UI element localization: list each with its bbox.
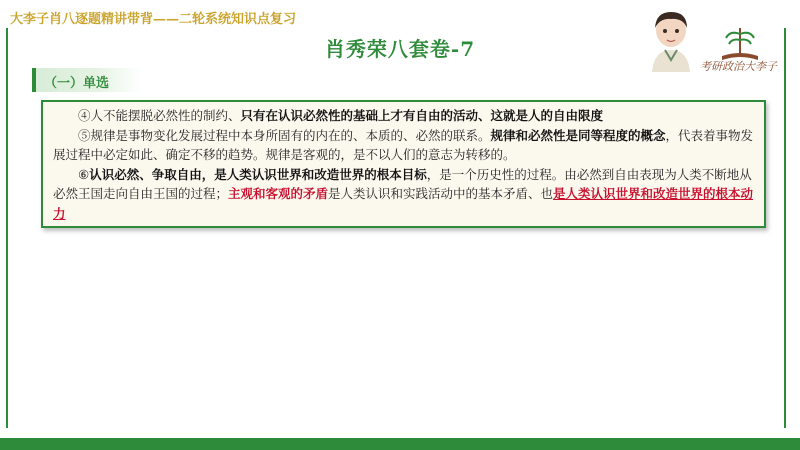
point-5-text: ⑤规律是事物变化发展过程中本身所固有的内在的、本质的、必然的联系。: [78, 127, 491, 143]
point-6: [53, 165, 754, 224]
point-5-bold: 规律和必然性是同等程度的概念: [490, 127, 666, 143]
point-6-num: ⑥: [78, 166, 90, 182]
point-5: [53, 126, 754, 165]
right-rule: [784, 28, 786, 428]
bottom-bar: [0, 438, 800, 450]
left-rule: [6, 28, 8, 428]
brand-name: 考研政治大李子: [700, 60, 777, 73]
point-4-bold: 只有在认识必然性的基础上才有自由的活动、这就是人的自由限度: [240, 108, 604, 123]
point-6-text-2: 是人类认识和实践活动中的基本矛盾、也: [328, 186, 554, 201]
point-5-text-2: ，代表着事物发展过程中必定如此、确定不移的趋势。规律是客观的，是不以人们的意志为转移的。: [53, 127, 754, 162]
point-4: [53, 106, 754, 126]
content-box: [41, 100, 766, 228]
avatar: [648, 8, 694, 72]
slide-title: 肖秀荣八套卷-7: [324, 37, 476, 61]
brand-logo: [718, 24, 762, 62]
point-6-red: 主观和客观的矛盾: [228, 186, 329, 201]
header-title: 大李子肖八逐题精讲带背——二轮系统知识点复习: [10, 12, 297, 27]
point-6-red-underline: 是人类认识世界和改造世界的根本动力: [53, 186, 754, 221]
section-label: （一）单选: [44, 76, 110, 91]
point-6-bold: 认识必然、争取自由，是人类认识世界和改造世界的根本目标: [89, 166, 427, 182]
point-6-text: ，是一个历史性的过程。由必然到自由表现为人类不断地从必然王国走向自由王国的过程；: [53, 166, 752, 201]
section-tab: [32, 68, 142, 92]
point-4-text: ④人不能摆脱必然性的制约、: [78, 108, 241, 123]
